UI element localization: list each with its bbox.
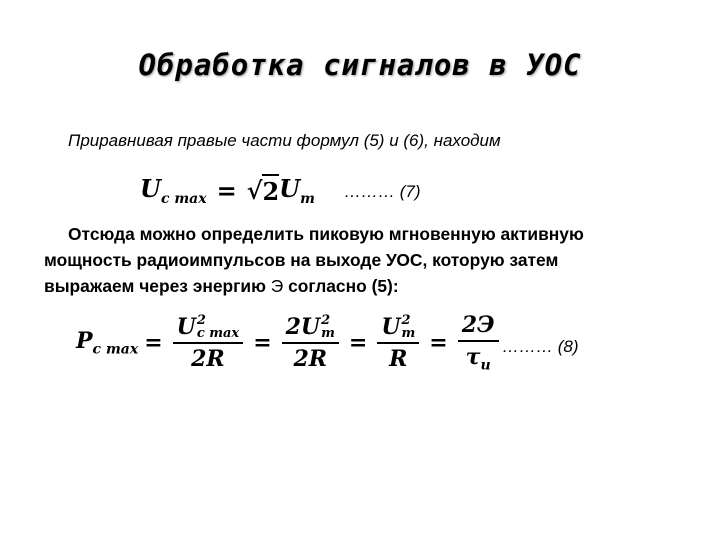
eq8-lhs: $P_{c max}$ bbox=[76, 328, 139, 358]
eq8-equals-3: = bbox=[348, 329, 368, 356]
eq8-equals-4: = bbox=[429, 329, 448, 356]
sqrt-sign: √ bbox=[246, 175, 263, 205]
slide-title: Обработка сигналов в УОС bbox=[138, 48, 582, 82]
equation-8-number: ……… (8) bbox=[502, 337, 579, 356]
eq7-lhs: $U_{c max}$ bbox=[140, 174, 207, 207]
eq7-rhs: $U_m$ bbox=[279, 174, 315, 207]
eq8-equals-2: = bbox=[253, 329, 272, 356]
explanation-paragraph bbox=[44, 221, 684, 299]
energy-symbol: Э bbox=[270, 276, 284, 296]
fraction-4: $\frac{2Э}{\tau_и}$ bbox=[458, 312, 499, 373]
paragraph-line-3: выражаем через энергию Э согласно (5): bbox=[44, 276, 399, 296]
paragraph-line-1: Отсюда можно определить пиковую мгновенную активную bbox=[68, 224, 584, 244]
equation-8 bbox=[76, 312, 503, 373]
paragraph-line-2: мощность радиоимпульсов на выходе УОС, которую затем bbox=[44, 250, 559, 270]
eq7-equals: = bbox=[216, 175, 237, 205]
equation-7 bbox=[140, 174, 315, 207]
fraction-1: U 2 c max 2R bbox=[173, 314, 244, 372]
equation-7-number: ……… (7) bbox=[344, 182, 421, 201]
sqrt-body: 2 bbox=[262, 174, 279, 206]
fraction-2: 2U 2 m 2R bbox=[282, 314, 339, 372]
eq8-equals-1: = bbox=[144, 329, 163, 356]
intro-text: Приравнивая правые части формул (5) и (6), находим bbox=[68, 131, 501, 150]
fraction-3: U 2 m R bbox=[377, 314, 419, 372]
